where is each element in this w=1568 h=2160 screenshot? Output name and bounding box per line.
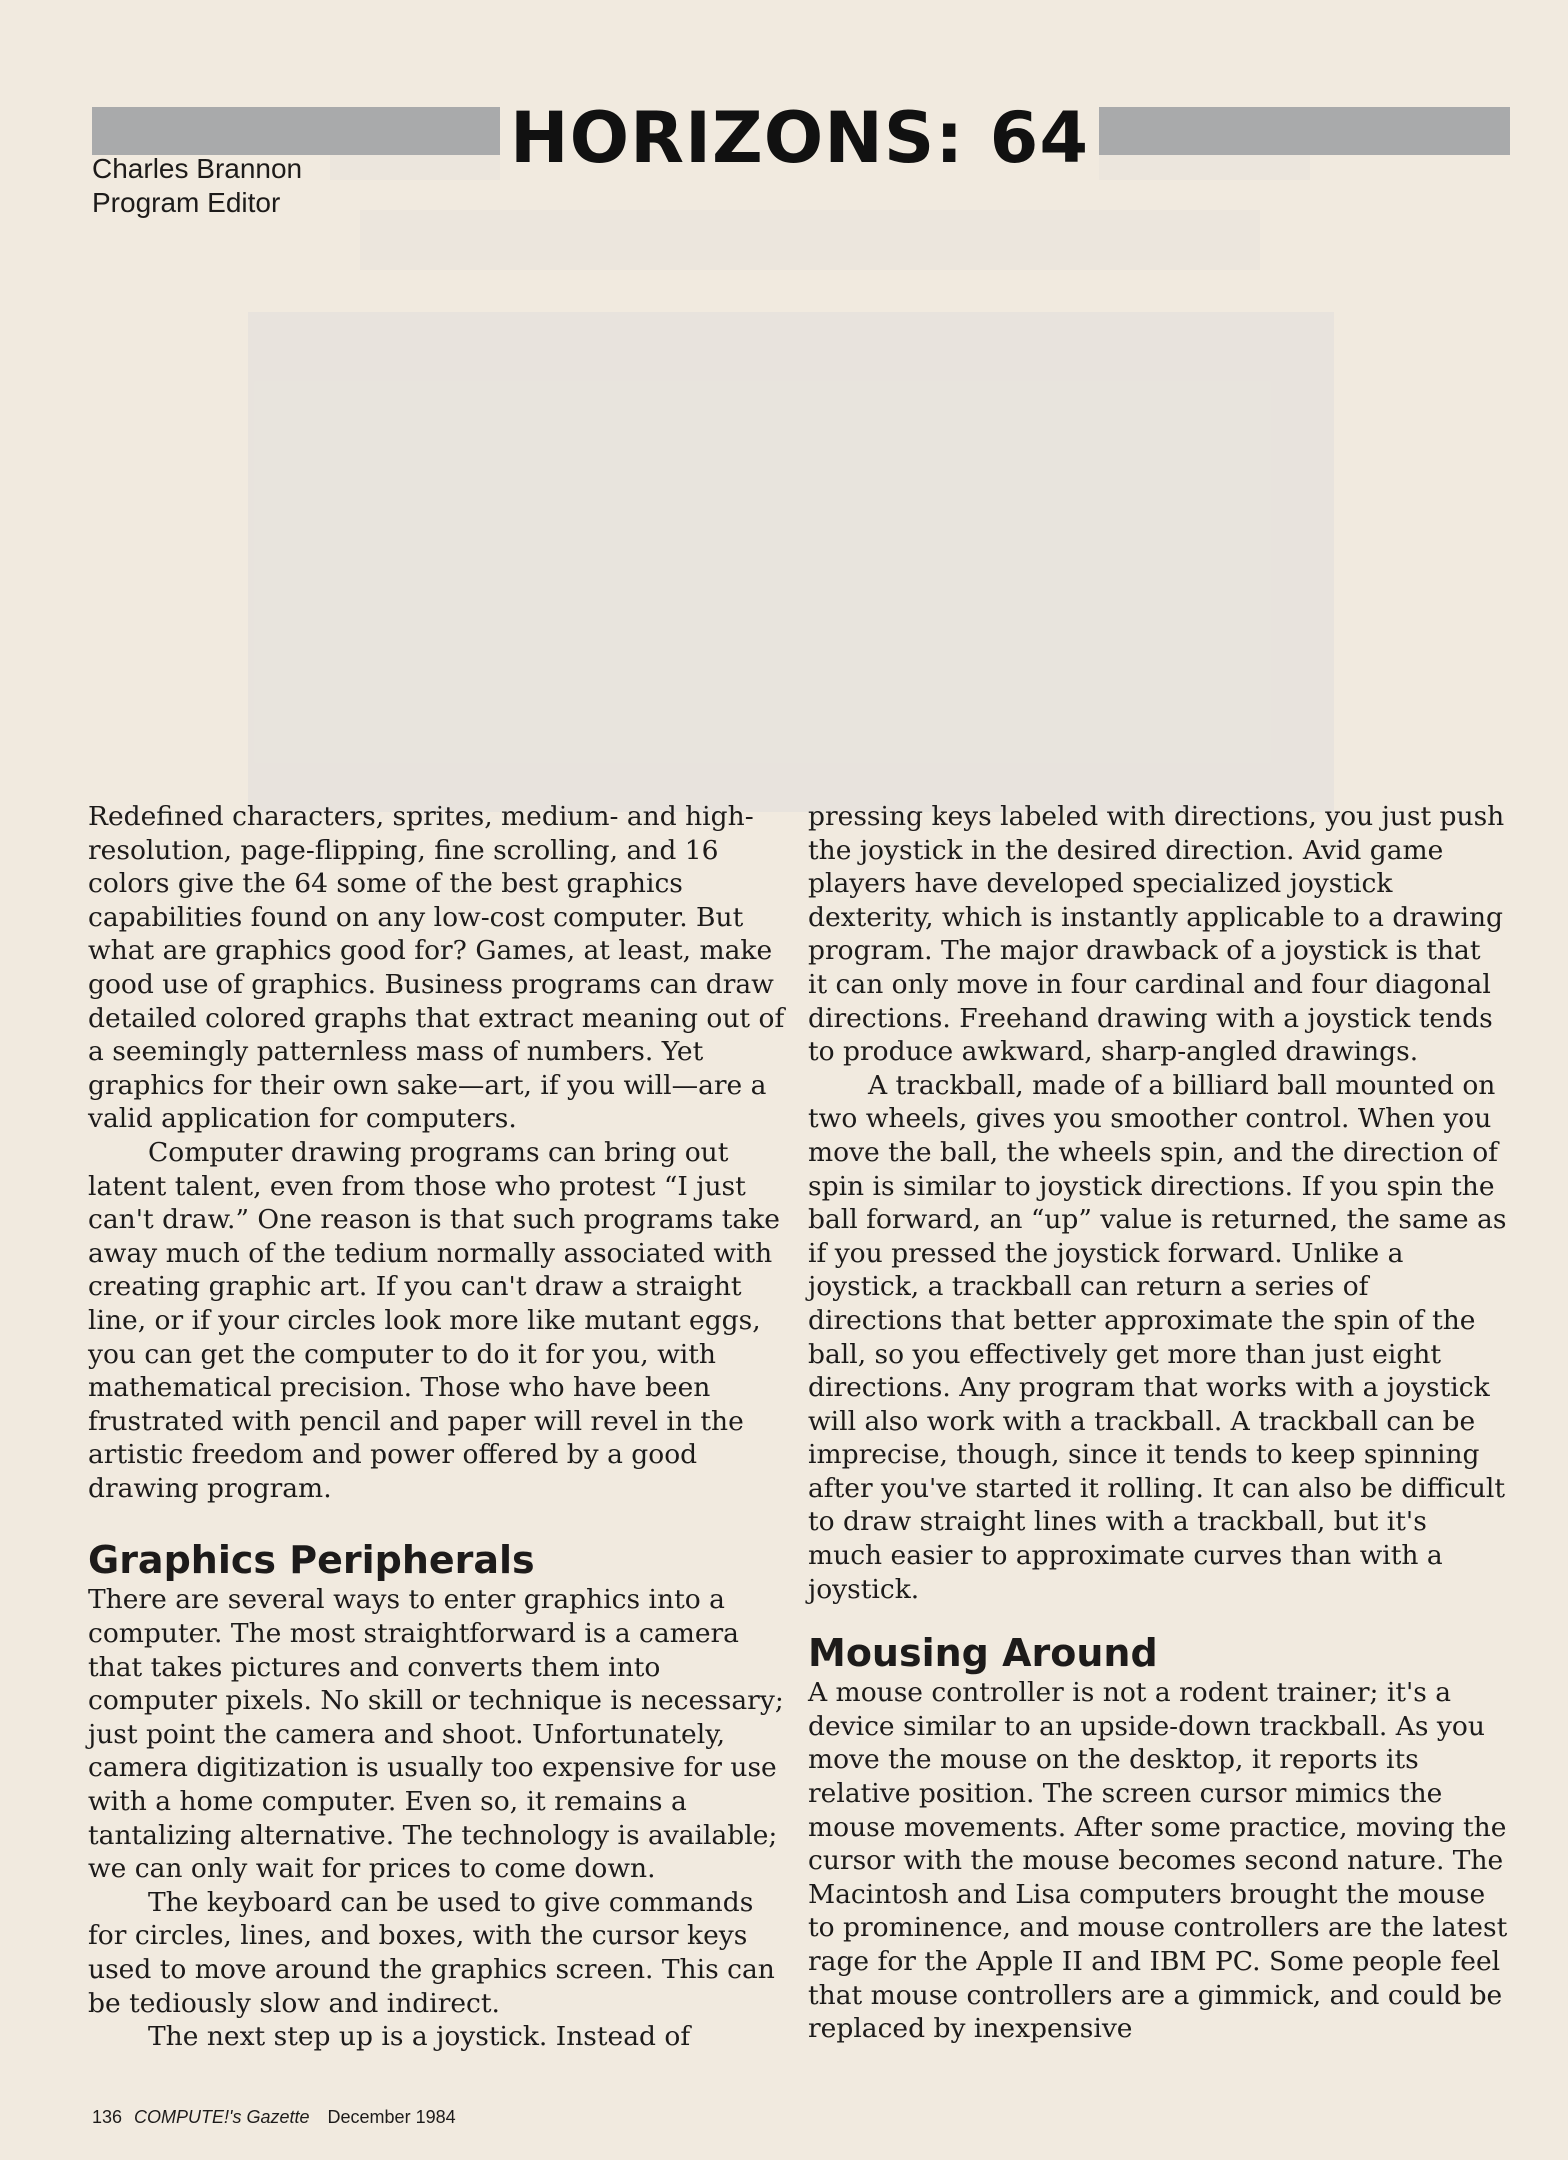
- page-number: 136: [92, 2107, 123, 2127]
- paragraph: A trackball, made of a billiard ball mounted on two wheels, gives you smoother control. When you move the ball, the wheels spin, and the direction of spin is similar to joystick directions. If you spin the ball forward, an “up” value is returned, the same as if you pressed the joystick forward. Unlike a joystick, a trackball can return a series of directions that better approximate the spin of the ball, so you effectively get more than just eight directions. Any program that works with a joystick will also work with a trackball. A trackball can be imprecise, though, since it tends to keep spinning after you've started it rolling. It can also be difficult to draw straight lines with a trackball, but it's much easier to approximate curves than with a joystick.: [808, 1069, 1507, 1605]
- page-footer: [92, 2107, 456, 2128]
- bleed-through-subheading: [360, 210, 1260, 270]
- byline: [92, 152, 302, 220]
- paragraph: The next step up is a joystick. Instead of: [148, 2021, 691, 2053]
- magazine-name: COMPUTE!'s Gazette: [134, 2107, 310, 2127]
- author-name: Charles Brannon: [92, 153, 303, 184]
- paragraph: pressing keys labeled with directions, you just push the joystick in the desired direction. Avid game players have developed specialized joystick dexterity, which is instantly applicable to a drawing program. The major drawback of a joystick is that it can only move in four cardinal and four diagonal directions. Freehand drawing with a joystick tends to produce awkward, sharp-angled drawings.: [808, 801, 1505, 1068]
- paragraph: There are several ways to enter graphics into a computer. The most straightforward is a camera that takes pictures and converts them into computer pixels. No skill or technique is necessary; just point the camera and shoot. Unfortunately, camera digitization is usually too expensive for use with a home computer. Even so, it remains a tantalizing alternative. The technology is available; we can only wait for prices to come down.: [88, 1584, 784, 1885]
- paragraph: The keyboard can be used to give commands for circles, lines, and boxes, with the cursor keys used to move around the graphics screen. This can be tediously slow and indirect.: [88, 1886, 775, 2019]
- paragraph: Redefined characters, sprites, medium- and high-resolution, page-flipping, fine scrolling, and 16 colors give the 64 some of the best graphics capabilities found on any low-cost computer. But what are graphics good for? Games, at least, make good use of graphics. Business programs can draw detailed colored graphs that extract meaning out of a seemingly patternless mass of numbers. Yet graphics for their own sake—art, if you will—are a valid application for computers.: [88, 801, 785, 1135]
- author-role: Program Editor: [92, 187, 281, 218]
- issue-date: December 1984: [327, 2107, 456, 2127]
- bleed-through-photo: [248, 312, 1334, 812]
- paragraph: A mouse controller is not a rodent trainer; it's a device similar to an upside-down trackball. As you move the mouse on the desktop, it reports its relative position. The screen cursor mimics the mouse movements. After some practice, moving the cursor with the mouse becomes second nature. The Macintosh and Lisa computers brought the mouse to prominence, and mouse controllers are the latest rage for the Apple II and IBM PC. Some people feel that mouse controllers are a gimmick, and could be replaced by inexpensive: [808, 1677, 1508, 2045]
- section-heading: Mousing Around: [808, 1631, 1158, 1676]
- right-column: [808, 800, 1508, 2046]
- paragraph: Computer drawing programs can bring out latent talent, even from those who protest “I just can't draw.” One reason is that such programs take away much of the tedium normally associated with creating graphic art. If you can't draw a straight line, or if your circles look more like mutant eggs, you can get the computer to do it for you, with mathematical precision. Those who have been frustrated with pencil and paper will revel in the artistic freedom and power offered by a good drawing program.: [88, 1136, 780, 1504]
- section-heading: Graphics Peripherals: [88, 1538, 535, 1583]
- header-title-wrap: [500, 88, 1099, 188]
- left-column: [88, 800, 788, 2054]
- article-title: HORIZONS: 64: [510, 97, 1090, 179]
